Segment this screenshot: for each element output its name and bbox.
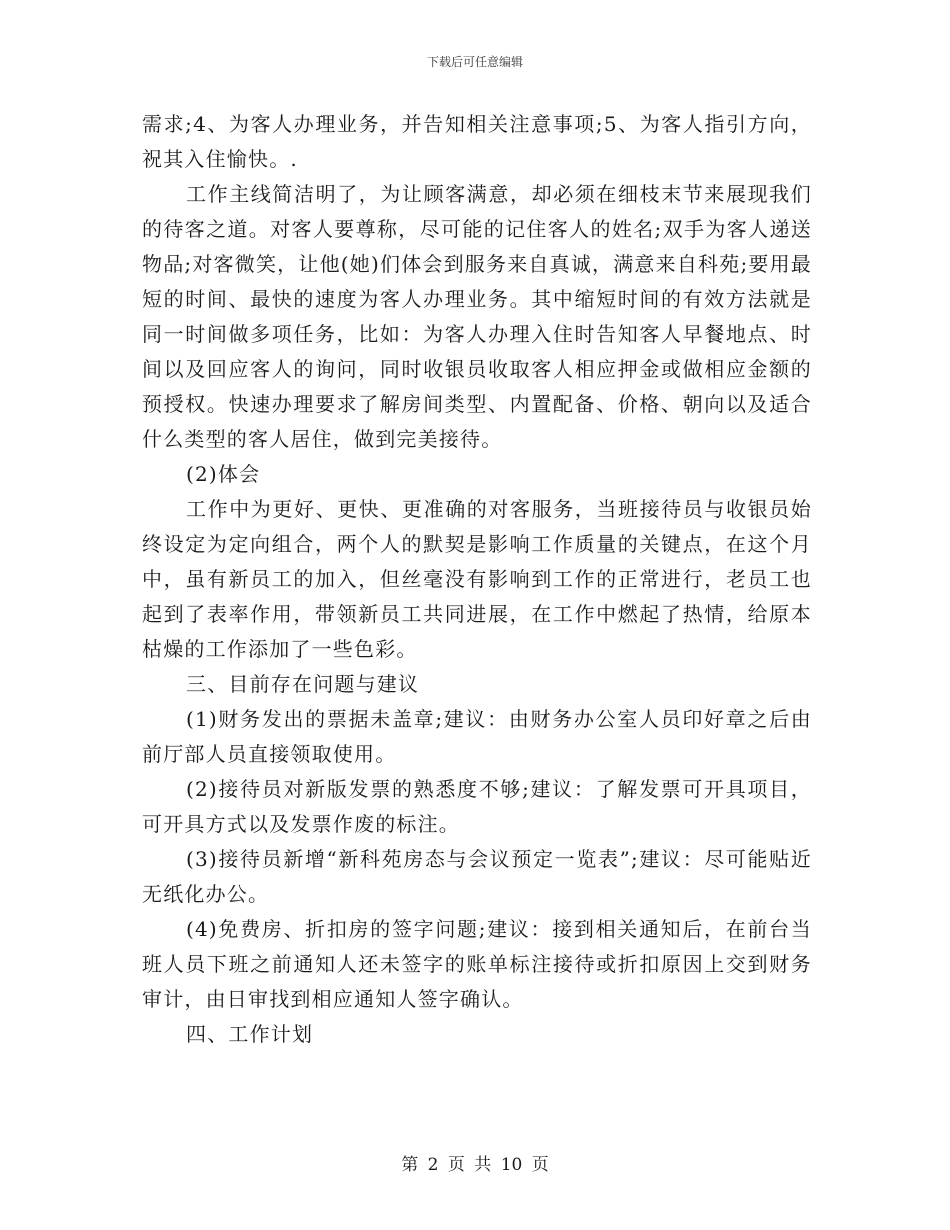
paragraph: 需求;4、为客人办理业务，并告知相关注意事项;5、为客人指引方向，祝其入住愉快。. (142, 112, 812, 171)
paragraph: 工作主线简洁明了，为让顾客满意，却必须在细枝末节来展现我们的待客之道。对客人要尊称，尽可能的记住客人的姓名;双手为客人递送物品;对客微笑，让他(她)们体会到服务来自真诚，满意来自科苑;要用最短的时间、最快的速度为客人办理业务。其中缩短时间的有效方法就是同一时间做多项任务，比如：为客人办理入住时告知客人早餐地点、时间以及回应客人的询问，同时收银员收取客人相应押金或做相应金额的预授权。快速办理要求了解房间类型、内置配备、价格、朝向以及适合什么类型的客人居住，做到完美接待。 (142, 182, 812, 451)
paragraph: 工作中为更好、更快、更准确的对客服务，当班接待员与收银员始终设定为定向组合，两个人的默契是影响工作质量的关键点，在这个月中，虽有新员工的加入，但丝毫没有影响到工作的正常进行，老员工也起到了表率作用，带领新员工共同进展，在工作中燃起了热情，给原本枯燥的工作添加了一些色彩。 (142, 497, 812, 661)
list-item: (4)免费房、折扣房的签字问题;建议：接到相关通知后，在前台当班人员下班之前通知人还未签字的账单标注接待或折扣原因上交到财务审计，由日审找到相应通知人签字确认。 (142, 917, 812, 1011)
section-subheading: (2)体会 (186, 462, 261, 486)
list-item: (3)接待员新增“新科苑房态与会议预定一览表”;建议：尽可能贴近无纸化办公。 (142, 847, 812, 906)
section-heading: 四、工作计划 (186, 1022, 314, 1046)
list-item: (1)财务发出的票据未盖章;建议：由财务办公室人员印好章之后由前厅部人员直接领取使用。 (142, 707, 812, 766)
section-heading: 三、目前存在问题与建议 (186, 672, 420, 696)
list-item: (2)接待员对新版发票的熟悉度不够;建议：了解发票可开具项目，可开具方式以及发票作废的标注。 (142, 777, 812, 836)
document-body (142, 107, 812, 1052)
page-number-footer: 第 2 页 共 10 页 (401, 1155, 549, 1175)
page-header: 下载后可任意编辑 (426, 55, 523, 69)
